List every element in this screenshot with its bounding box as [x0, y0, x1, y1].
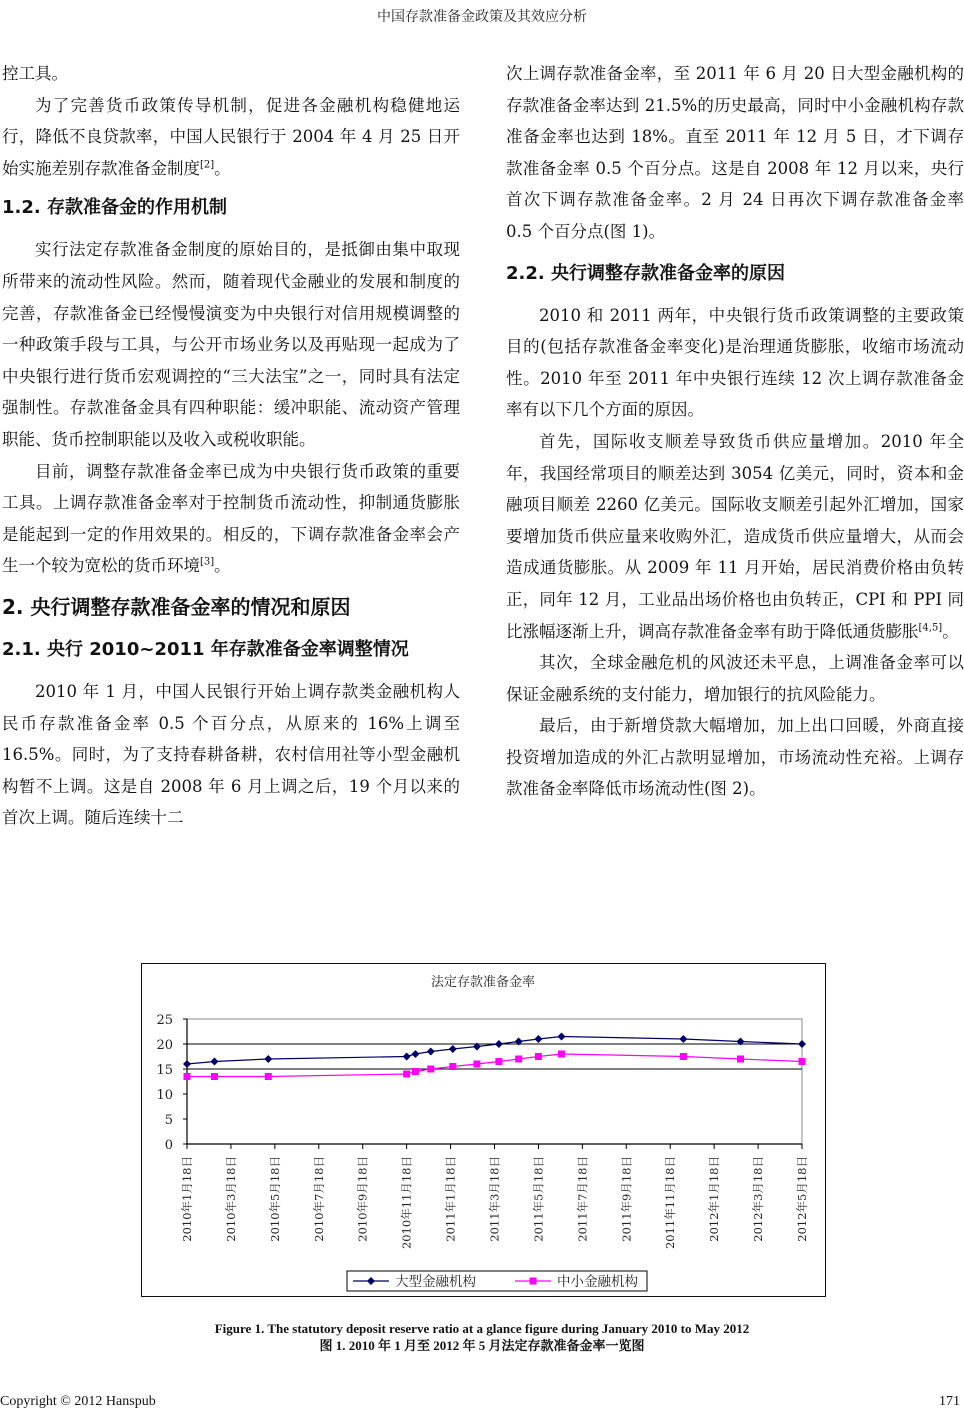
legend-label: 大型金融机构 — [395, 1274, 476, 1290]
citation[interactable]: [4,5] — [918, 622, 943, 633]
data-point-diamond — [427, 1048, 435, 1056]
y-tick-label: 0 — [164, 1138, 173, 1153]
data-point-square — [535, 1053, 542, 1060]
series-line-small — [187, 1054, 802, 1077]
paragraph: 其次，全球金融危机的风波还未平息，上调准备金率可以保证金融系统的支付能力，增加银行的抗风险能力。 — [506, 653, 964, 704]
data-point-square — [495, 1058, 502, 1065]
data-point-diamond — [210, 1058, 218, 1066]
right-column — [506, 58, 964, 805]
paragraph: 控工具。 — [2, 64, 68, 83]
y-tick-label: 25 — [156, 1013, 173, 1028]
x-tick-label: 2011年11月18日 — [663, 1156, 678, 1250]
page-number: 171 — [939, 1394, 960, 1409]
data-point-diamond — [679, 1035, 687, 1043]
paragraph — [2, 90, 460, 185]
data-point-square — [737, 1056, 744, 1063]
x-tick-label: 2011年1月18日 — [443, 1156, 458, 1242]
data-point-diamond — [183, 1060, 191, 1068]
paragraph-text: 首先，国际收支顺差导致货币供应量增加。2010 年全年，我国经常项目的顺差达到 3054 亿美元，同时，资本和金融项目顺差 2260 亿美元。国际收支顺差引起外汇增加，国家要增加货币供应量来收购外汇，造成货币供应量增大，从而会造成通货膨胀。从 2009 年 11 月开始，居民消费价格由负转正，同年 12 月，工业品出场价格也由负转正，CPI 和 PPI 同比涨幅逐渐上升，调高存款准备金率有助于降低通货膨胀 — [506, 431, 964, 641]
data-point-square — [799, 1058, 806, 1065]
data-point-diamond — [495, 1040, 503, 1048]
citation[interactable]: [2] — [200, 159, 215, 171]
citation[interactable]: [3] — [200, 556, 215, 568]
paragraph: 次上调存款准备金率，至 2011 年 6 月 20 日大型金融机构的存款准备金率达到 21.5%的历史最高，同时中小金融机构存款准备金率也达到 18%。直至 2011 年 12 月 5 日，才下调存款准备金率 0.5 个百分点。这是自 2008 年 12 月以来，央行首次下调存款准备金率。2 月 24 日再次下调存款准备金率 0.5 个百分点(图 1)。 — [506, 64, 964, 241]
paragraph — [2, 456, 460, 582]
data-point-diamond — [534, 1035, 542, 1043]
paragraph: 实行法定存款准备金制度的原始目的，是抵御由集中取现所带来的流动性风险。然而，随着现代金融业的发展和制度的完善，存款准备金已经慢慢演变为中央银行对信用规模调整的一种政策手段与工具，与公开市场业务以及再贴现一起成为了中央银行进行货币宏观调控的“三大法宝”之一，同时具有法定强制性。存款准备金具有四种职能：缓冲职能、流动资产管理职能、货币控制职能以及收入或税收职能。 — [2, 240, 460, 449]
x-tick-label: 2010年7月18日 — [311, 1156, 326, 1242]
data-point-square — [184, 1073, 191, 1080]
x-tick-label: 2010年1月18日 — [180, 1156, 194, 1242]
data-point-square — [211, 1073, 218, 1080]
x-tick-label: 2012年1月18日 — [707, 1156, 722, 1242]
paragraph — [506, 426, 964, 647]
legend-marker-square — [530, 1278, 537, 1285]
data-point-square — [412, 1068, 419, 1075]
figure-chart — [141, 963, 826, 1297]
series-line-large — [187, 1037, 802, 1065]
x-tick-label: 2011年9月18日 — [619, 1156, 634, 1242]
paragraph: 最后，由于新增贷款大幅增加，加上出口回暖，外商直接投资增加造成的外汇占款明显增加，市场流动性充裕。上调存款准备金率降低市场流动性(图 2)。 — [506, 716, 964, 799]
paragraph-text: 目前，调整存款准备金率已成为中央银行货币政策的重要工具。上调存款准备金率对于控制货币流动性，抑制通货膨胀是能起到一定的作用效果的。相反的，下调存款准备金率会产生一个较为宽松的货币环境 — [2, 461, 460, 576]
x-tick-label: 2010年5月18日 — [267, 1156, 282, 1242]
data-point-diamond — [403, 1053, 411, 1061]
y-tick-label: 10 — [156, 1088, 173, 1103]
plot-frame — [187, 1019, 802, 1144]
copyright: Copyright © 2012 Hanspub — [0, 1394, 156, 1409]
data-point-square — [515, 1056, 522, 1063]
x-tick-label: 2011年3月18日 — [487, 1156, 502, 1242]
data-point-square — [473, 1061, 480, 1068]
data-point-square — [558, 1051, 565, 1058]
section-heading: 2.1. 央行 2010~2011 年存款准备金率调整情况 — [2, 638, 409, 660]
line-chart — [142, 964, 825, 1296]
paragraph: 2010 和 2011 两年，中央银行货币政策调整的主要政策目的(包括存款准备金率变化)是治理通货膨胀，收缩市场流动性。2010 年至 2011 年中央银行连续 12 次上调存款准备金率有以下几个方面的原因。 — [506, 305, 964, 420]
legend-label: 中小金融机构 — [557, 1274, 638, 1290]
data-point-diamond — [449, 1045, 457, 1053]
x-tick-label: 2010年3月18日 — [223, 1156, 238, 1242]
x-tick-label: 2012年5月18日 — [795, 1156, 809, 1242]
section-heading: 1.2. 存款准备金的作用机制 — [2, 197, 227, 219]
data-point-diamond — [264, 1055, 272, 1063]
punct: 。 — [214, 158, 231, 178]
y-tick-label: 5 — [164, 1113, 173, 1128]
data-point-square — [403, 1071, 410, 1078]
left-column — [2, 58, 460, 834]
y-tick-label: 15 — [156, 1063, 173, 1078]
data-point-square — [680, 1053, 687, 1060]
data-point-diamond — [411, 1050, 419, 1058]
paragraph: 2010 年 1 月，中国人民银行开始上调存款类金融机构人民币存款准备金率 0.5 个百分点，从原来的 16%上调至 16.5%。同时，为了支持春耕备耕，农村信用社等小型金融机构暂不上调。这是自 2008 年 6 月上调之后，19 个月以来的首次上调。随后连续十二 — [2, 681, 460, 828]
x-tick-label: 2011年7月18日 — [575, 1156, 590, 1242]
x-tick-label: 2010年11月18日 — [399, 1156, 414, 1250]
caption-zh: 图 1. 2010 年 1 月至 2012 年 5 月法定存款准备金率一览图 — [319, 1338, 645, 1353]
running-title: 中国存款准备金政策及其效应分析 — [377, 9, 587, 25]
data-point-square — [265, 1073, 272, 1080]
chart-title: 法定存款准备金率 — [430, 975, 536, 990]
data-point-diamond — [557, 1033, 565, 1041]
data-point-square — [427, 1066, 434, 1073]
data-point-square — [449, 1063, 456, 1070]
x-tick-label: 2011年5月18日 — [531, 1156, 546, 1242]
y-tick-label: 20 — [156, 1038, 173, 1053]
data-point-diamond — [798, 1040, 806, 1048]
paragraph-text: 为了完善货币政策传导机制，促进各金融机构稳健地运行，降低不良贷款率，中国人民银行于 2004 年 4 月 25 日开始实施差别存款准备金制度 — [2, 95, 460, 178]
section-heading: 2. 央行调整存款准备金率的情况和原因 — [2, 594, 351, 619]
section-heading: 2.2. 央行调整存款准备金率的原因 — [506, 262, 785, 284]
x-tick-label: 2012年3月18日 — [751, 1156, 766, 1242]
punct: 。 — [942, 621, 959, 641]
punct: 。 — [214, 556, 231, 576]
figure-caption — [0, 1320, 964, 1354]
x-tick-label: 2010年9月18日 — [355, 1156, 370, 1242]
caption-en: Figure 1. The statutory deposit reserve ratio at a glance figure during January 2010 to May 2012 — [214, 1321, 750, 1336]
